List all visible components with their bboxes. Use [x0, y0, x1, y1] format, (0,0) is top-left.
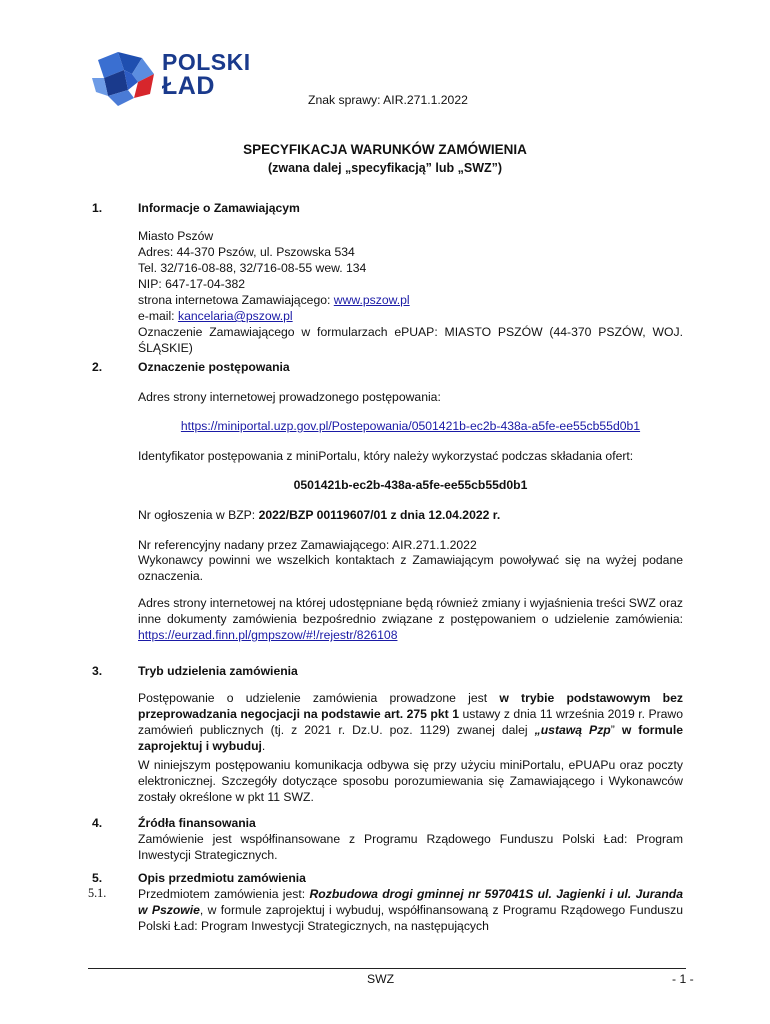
contact-line: NIP: 647-17-04-382	[138, 277, 246, 291]
document-title: SPECYFIKACJA WARUNKÓW ZAMÓWIENIA	[243, 142, 527, 157]
section1-number: 1.	[92, 201, 103, 215]
website-line: strona internetowa Zamawiającego: www.pszow.pl	[138, 293, 410, 307]
document-subtitle: (zwana dalej „specyfikacją” lub „SWZ”)	[267, 161, 503, 175]
procedure-id: 0501421b-ec2b-438a-a5fe-ee55cb55d0b1	[293, 478, 528, 492]
website-link[interactable]: www.pszow.pl	[333, 293, 410, 307]
polski-lad-logo	[88, 48, 258, 110]
contact-line: Adres: 44-370 Pszów, ul. Pszowska 534	[138, 245, 355, 259]
logo-line2: ŁAD	[162, 72, 215, 100]
reference-note: Wykonawcy powinni we wszelkich kontaktach z Zamawiającym powoływać się na wyżej podane oznaczenia.	[138, 553, 683, 583]
section5-title: Opis przedmiotu zamówienia	[138, 871, 306, 885]
section1-title: Informacje o Zamawiającym	[138, 201, 300, 215]
section4-number: 4.	[92, 816, 103, 830]
section3-number: 3.	[92, 664, 103, 678]
section3-paragraph1: Postępowanie o udzielenie zamówienia prowadzone jest w trybie podstawowym bez przeprowadzania negocjacji na podstawie art. 275 pkt 1 ustawy z dnia 11 września 2019 r. Prawo zamówień publicznych (tj. z 2021 r. Dz.U. poz. 1129) zwanej dalej „ustawą Pzp” w formule zaprojektuj i wybuduj.	[138, 691, 683, 753]
contact-line: Miasto Pszów	[138, 229, 214, 243]
section5-paragraph: Przedmiotem zamówienia jest: Rozbudowa drogi gminnej nr 597041S ul. Jagienki i ul. Juranda w Pszowie, w formule zaprojektuj i wybuduj, współfinansowaną z Programu Rządowego Funduszu Polski Ład: Program Inwestycji Strategicznych, na następujących	[138, 887, 683, 933]
polski-lad-emblem-icon	[88, 48, 160, 110]
footer-divider	[88, 968, 686, 969]
bzp-line: Nr ogłoszenia w BZP: 2022/BZP 00119607/01 z dnia 12.04.2022 r.	[138, 508, 501, 522]
section3-paragraph2: W niniejszym postępowaniu komunikacja odbywa się przy użyciu miniPortalu, ePUAPu oraz poczty elektronicznej. Szczegóły dotyczące sposobu porozumiewania się Zamawiającego i Wykonawców zostały określone w pkt 11 SWZ.	[138, 758, 683, 804]
procedure-url-intro: Adres strony internetowej prowadzonego postępowania:	[138, 390, 441, 404]
section1-body	[138, 228, 683, 356]
section4-title: Źródła finansowania	[138, 816, 256, 830]
procedure-url-link[interactable]: https://miniportal.uzp.gov.pl/Postepowania/0501421b-ec2b-438a-a5fe-ee55cb55d0b1	[180, 419, 641, 433]
section5-number: 5.	[92, 871, 103, 885]
footer-label: SWZ	[367, 972, 395, 986]
section3-title: Tryb udzielenia zamówienia	[138, 664, 298, 678]
section2-title: Oznaczenie postępowania	[138, 360, 290, 374]
case-number: Znak sprawy: AIR.271.1.2022	[308, 93, 468, 107]
reference-line: Nr referencyjny nadany przez Zamawiającego: AIR.271.1.2022	[138, 538, 477, 552]
email-line: e-mail: kancelaria@pszow.pl	[138, 309, 293, 323]
changes-paragraph: Adres strony internetowej na której udostępniane będą również zmiany i wyjaśnienia treści SWZ oraz inne dokumenty zamówienia bezpośrednio związane z postępowaniem o udzielenie zamówienia: https://eurzad.finn.pl/gmpszow/#!/rejestr/826108	[138, 596, 683, 642]
page-number: - 1 -	[672, 972, 694, 986]
changes-link[interactable]: https://eurzad.finn.pl/gmpszow/#!/rejestr/826108	[138, 628, 398, 642]
email-link[interactable]: kancelaria@pszow.pl	[177, 309, 293, 323]
section4-text: Zamówienie jest współfinansowane z Programu Rządowego Funduszu Polski Ład: Program Inwestycji Strategicznych.	[138, 832, 683, 862]
epuap-line: Oznaczenie Zamawiającego w formularzach ePUAP: MIASTO PSZÓW (44-370 PSZÓW, WOJ. ŚLĄSKIE)	[138, 325, 683, 355]
logo-line1: POLSKI	[162, 49, 251, 75]
section2-number: 2.	[92, 360, 103, 374]
procedure-id-intro: Identyfikator postępowania z miniPortalu, który należy wykorzystać podczas składania ofert:	[138, 449, 634, 463]
subsection-number: 5.1.	[88, 886, 107, 900]
contact-line: Tel. 32/716-08-88, 32/716-08-55 wew. 134	[138, 261, 367, 275]
